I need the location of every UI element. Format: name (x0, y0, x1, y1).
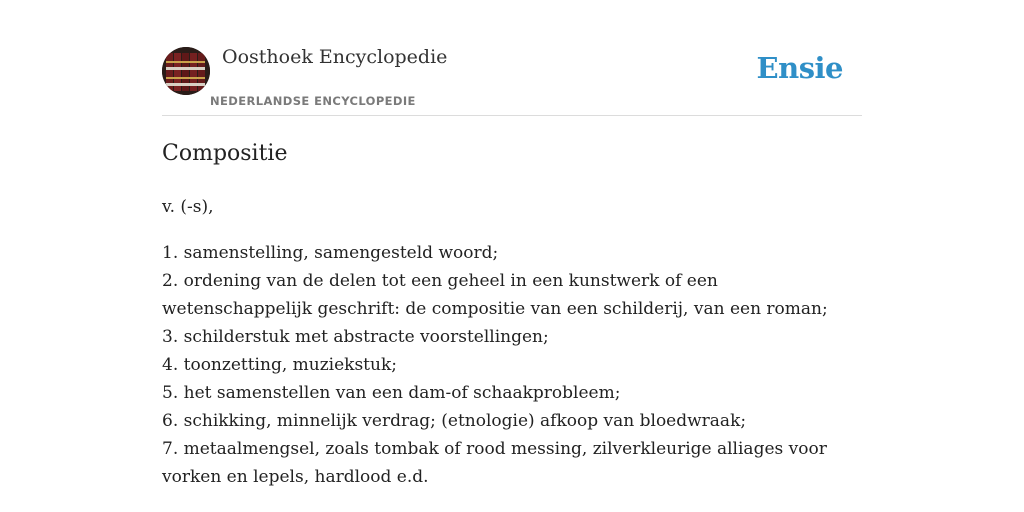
definition-list (162, 239, 862, 491)
entry-grammar: v. (-s), (162, 197, 214, 217)
definition-item: 1. samenstelling, samengesteld woord; (162, 243, 499, 263)
ensie-logo-link[interactable]: Ensie (756, 51, 843, 85)
definition-item: 3. schilderstuk met abstracte voorstellingen; (162, 327, 549, 347)
site-header (162, 0, 862, 116)
definition-item: 7. metaalmengsel, zoals tombak of rood messing, zilverkleurige alliages voor vorken en lepels, hardlood e.d. (162, 439, 827, 487)
definition-item: 5. het samenstellen van een dam-of schaakprobleem; (162, 383, 621, 403)
definition-item: 6. schikking, minnelijk verdrag; (etnologie) afkoop van bloedwraak; (162, 411, 747, 431)
entry-title: Compositie (162, 141, 288, 166)
page (162, 0, 862, 512)
definition-item: 4. toonzetting, muziekstuk; (162, 355, 397, 375)
definition-item: 2. ordening van de delen tot een geheel in een kunstwerk of een wetenschappelijk geschrift: de compositie van een schilderij, van een roman; (162, 271, 828, 319)
encyclopedia-books-icon[interactable] (162, 47, 210, 95)
site-title[interactable]: Oosthoek Encyclopedie (222, 46, 448, 68)
site-subtitle: NEDERLANDSE ENCYCLOPEDIE (210, 94, 416, 108)
